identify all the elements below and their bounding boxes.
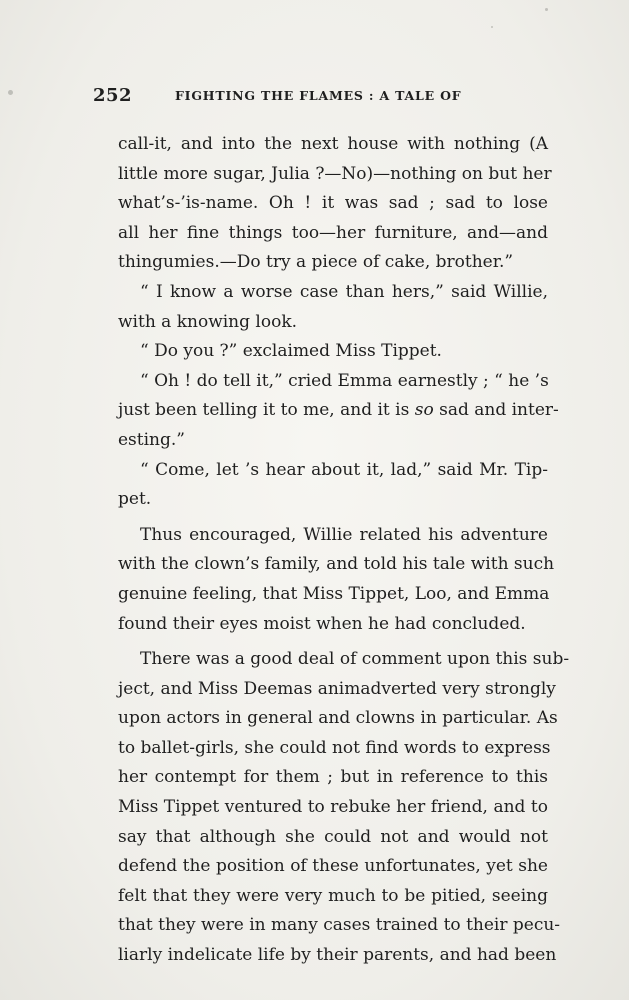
text-line: “ Come, let ’s hear about it, lad,” said Mr. Tip-: [140, 459, 548, 480]
text-line: found their eyes moist when he had concluded.: [118, 613, 526, 634]
text-line: defend the position of these unfortunates, yet she: [118, 856, 548, 877]
text-line: “ Oh ! do tell it,” cried Emma earnestly ; “ he ’s: [140, 370, 549, 391]
text-line: to ballet-girls, she could not find words to express: [118, 737, 551, 758]
text-line: pet.: [118, 489, 152, 510]
text-line: esting.”: [118, 429, 185, 450]
text-line: that they were in many cases trained to their pecu-: [118, 915, 561, 936]
text-line: felt that they were very much to be pitied, seeing: [118, 885, 548, 906]
text-line: her contempt for them ; but in reference to this: [118, 767, 548, 788]
paper-speck: [491, 26, 493, 28]
text-line: genuine feeling, that Miss Tippet, Loo, and Emma: [118, 583, 550, 604]
running-head: FIGHTING THE FLAMES : A TALE OF: [175, 88, 462, 103]
text-line: “ Do you ?” exclaimed Miss Tippet.: [140, 341, 442, 362]
body-text: [118, 130, 570, 971]
paper-speck: [545, 8, 548, 11]
text-line: what’s-’is-name. Oh ! it was sad ; sad to lose: [118, 193, 548, 214]
text-line: ject, and Miss Deemas animadverted very strongly: [118, 678, 556, 699]
text-line: all her fine things too—her furniture, and—and: [118, 222, 548, 243]
text-line: with the clown’s family, and told his tale with such: [118, 554, 555, 575]
text-line: with a knowing look.: [118, 311, 298, 332]
paper-speck: [8, 90, 13, 95]
text-line: upon actors in general and clowns in particular. As: [118, 708, 558, 729]
text-line: Thus encouraged, Willie related his adventure: [140, 524, 548, 545]
page-number: 252: [93, 85, 133, 106]
text-line: liarly indelicate life by their parents, and had been: [118, 945, 557, 966]
text-line: Miss Tippet ventured to rebuke her friend, and to: [118, 797, 548, 818]
text-line: little more sugar, Julia ?—No)—nothing on but her: [118, 163, 552, 184]
page-header: [93, 85, 559, 109]
text-line: just been telling it to me, and it is so sad and inter-: [118, 400, 559, 421]
text-line: thingumies.—Do try a piece of cake, brother.”: [118, 252, 514, 273]
text-line: “ I know a worse case than hers,” said Willie,: [140, 281, 548, 302]
text-line: There was a good deal of comment upon this sub-: [140, 649, 570, 670]
text-line: say that although she could not and would not: [118, 826, 548, 847]
text-line: call-it, and into the next house with nothing (A: [118, 134, 548, 154]
